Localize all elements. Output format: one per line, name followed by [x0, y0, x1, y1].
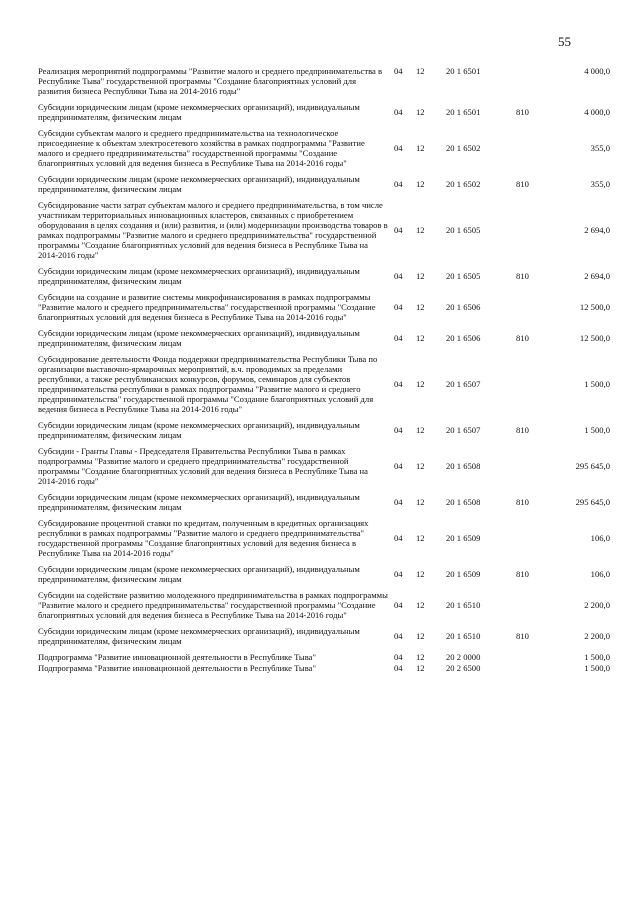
table-row: [38, 354, 610, 420]
row-vr: 810: [516, 179, 529, 189]
row-vr: 810: [516, 333, 529, 343]
table-row: [38, 626, 610, 652]
row-vr: 810: [516, 497, 529, 507]
row-vr: [516, 652, 556, 663]
table-body: [38, 66, 610, 674]
table-row: [38, 328, 610, 354]
row-csr: 20 1 6506: [446, 333, 481, 343]
table-row: [38, 292, 610, 328]
row-csr: 20 1 6505: [446, 271, 481, 281]
row-pr: 12: [416, 652, 425, 662]
table-row: [38, 420, 610, 446]
table-row: [38, 174, 610, 200]
row-sum: 12 500,0: [579, 302, 610, 312]
row-pr: 12: [416, 225, 425, 235]
row-vr: 810: [516, 107, 529, 117]
row-rz: 04: [394, 652, 403, 662]
row-pr: 12: [416, 302, 425, 312]
row-vr: [516, 446, 556, 492]
row-pr: 12: [416, 600, 425, 610]
table-row: [38, 590, 610, 626]
row-name: Субсидии юридическим лицам (кроме некоммерческих организаций), индивидуальным предпринимателям, физическим лицам: [38, 626, 360, 646]
row-sum: 2 694,0: [584, 225, 610, 235]
row-csr: 20 1 6502: [446, 143, 481, 153]
row-rz: 04: [394, 107, 403, 117]
row-sum: 106,0: [590, 569, 610, 579]
table-row: [38, 492, 610, 518]
row-csr: 20 1 6501: [446, 107, 481, 117]
row-vr: [516, 354, 556, 420]
row-sum: 2 200,0: [584, 600, 610, 610]
row-name: Субсидии юридическим лицам (кроме некоммерческих организаций), индивидуальным предпринимателям, физическим лицам: [38, 266, 360, 286]
row-name: Субсидии - Гранты Главы - Председателя Правительства Республики Тыва в рамках подпрограммы "Развитие малого и среднего предпринимательства" государственной программы "Создание благоприятных условий для ведения бизнеса в Республике Тыва на 2014-2016 годы": [38, 446, 368, 486]
row-name: Субсидирование деятельности Фонда поддержки предпринимательства Республики Тыва по организации выставочно-ярмарочных мероприятий, в.ч. проводимых за пределами республики, а также республиканских конкурсов, форумов, семинаров для субъектов предпринимательства республики в рамках подпрограммы "Развитие малого и среднего предпринимательства" государственной программы "Создание благоприятных условий для ведения бизнеса в Республике Тыва на 2014-2016 годы": [38, 354, 378, 414]
row-rz: 04: [394, 461, 403, 471]
row-sum: 1 500,0: [584, 379, 610, 389]
row-csr: 20 1 6505: [446, 225, 481, 235]
row-name: Субсидирование процентной ставки по кредитам, полученным в кредитных организациях республики в рамках подпрограммы "Развитие малого и среднего предпринимательства" государственной программы "Создание благоприятных условий для ведения бизнеса в Республике Тыва на 2014-2016 годы": [38, 518, 369, 558]
row-csr: 20 2 0000: [446, 652, 481, 662]
row-csr: 20 1 6507: [446, 379, 481, 389]
row-name: Субсидии юридическим лицам (кроме некоммерческих организаций), индивидуальным предпринимателям, физическим лицам: [38, 328, 360, 348]
row-sum: 106,0: [590, 533, 610, 543]
row-name: Субсидии юридическим лицам (кроме некоммерческих организаций), индивидуальным предпринимателям, физическим лицам: [38, 174, 360, 194]
row-sum: 12 500,0: [579, 333, 610, 343]
row-pr: 12: [416, 66, 425, 76]
row-pr: 12: [416, 497, 425, 507]
table-row: [38, 266, 610, 292]
row-csr: 20 1 6510: [446, 631, 481, 641]
row-pr: 12: [416, 271, 425, 281]
row-csr: 20 1 6509: [446, 569, 481, 579]
row-csr: 20 2 6500: [446, 663, 481, 673]
row-rz: 04: [394, 533, 403, 543]
row-sum: 295 645,0: [575, 461, 610, 471]
row-rz: 04: [394, 143, 403, 153]
row-rz: 04: [394, 302, 403, 312]
row-pr: 12: [416, 533, 425, 543]
row-rz: 04: [394, 631, 403, 641]
table-row: [38, 652, 610, 663]
row-csr: 20 1 6510: [446, 600, 481, 610]
row-pr: 12: [416, 107, 425, 117]
row-rz: 04: [394, 425, 403, 435]
row-rz: 04: [394, 663, 403, 673]
row-name: Субсидии субъектам малого и среднего предпринимательства на технологическое присоединение к объектам электросетевого хозяйства в рамках подпрограммы "Развитие малого и среднего предпринимательства" государственной программы "Создание благоприятных условий для ведения бизнеса в Республике Тыва на 2014-2016 годы": [38, 128, 365, 168]
row-vr: [516, 518, 556, 564]
row-rz: 04: [394, 497, 403, 507]
table-row: [38, 518, 610, 564]
row-sum: 355,0: [590, 143, 610, 153]
row-vr: 810: [516, 631, 529, 641]
row-vr: 810: [516, 271, 529, 281]
row-pr: 12: [416, 663, 425, 673]
row-pr: 12: [416, 379, 425, 389]
row-vr: [516, 292, 556, 328]
row-name: Субсидии юридическим лицам (кроме некоммерческих организаций), индивидуальным предпринимателям, физическим лицам: [38, 102, 360, 122]
row-rz: 04: [394, 66, 403, 76]
row-vr: [516, 66, 556, 102]
row-pr: 12: [416, 425, 425, 435]
row-pr: 12: [416, 333, 425, 343]
row-vr: [516, 663, 556, 674]
table-row: [38, 564, 610, 590]
row-vr: 810: [516, 569, 529, 579]
table-row: [38, 66, 610, 102]
table-row: [38, 102, 610, 128]
row-sum: 2 200,0: [584, 631, 610, 641]
row-name: Субсидии на содействие развитию молодежного предпринимательства в рамках подпрограммы "Развитие малого и среднего предпринимательства" государственной программы "Создание благоприятных условий для ведения бизнеса в Республике Тыва на 2014-2016 годы": [38, 590, 388, 620]
row-pr: 12: [416, 179, 425, 189]
row-sum: 1 500,0: [584, 425, 610, 435]
row-name: Субсидии юридическим лицам (кроме некоммерческих организаций), индивидуальным предпринимателям, физическим лицам: [38, 564, 360, 584]
row-rz: 04: [394, 600, 403, 610]
row-vr: [516, 590, 556, 626]
row-sum: 4 000,0: [584, 66, 610, 76]
row-sum: 1 500,0: [584, 663, 610, 673]
table-row: [38, 128, 610, 174]
row-rz: 04: [394, 569, 403, 579]
row-csr: 20 1 6506: [446, 302, 481, 312]
row-rz: 04: [394, 179, 403, 189]
table-row: [38, 200, 610, 266]
row-name: Субсидии на создание и развитие системы микрофинансирования в рамках подпрограммы "Развитие малого и среднего предпринимательства" государственной программы "Создание благоприятных условий для ведения бизнеса в Республике Тыва на 2014-2016 годы": [38, 292, 376, 322]
row-csr: 20 1 6508: [446, 461, 481, 471]
row-sum: 295 645,0: [575, 497, 610, 507]
row-csr: 20 1 6508: [446, 497, 481, 507]
row-name: Субсидии юридическим лицам (кроме некоммерческих организаций), индивидуальным предпринимателям, физическим лицам: [38, 420, 360, 440]
row-csr: 20 1 6502: [446, 179, 481, 189]
row-vr: [516, 128, 556, 174]
row-pr: 12: [416, 461, 425, 471]
row-sum: 4 000,0: [584, 107, 610, 117]
row-name: Подпрограмма "Развитие инновационной деятельности в Республике Тыва": [38, 652, 316, 662]
row-rz: 04: [394, 379, 403, 389]
row-name: Субсидирование части затрат субъектам малого и среднего предпринимательства, в том числе участникам территориальных инновационных кластеров, связанных с приобретением оборудования в целях создания и (или) развития, и (или) модернизации производства товаров в рамках подпрограммы "Развитие малого и среднего предпринимательства" государственной программы "Создание благоприятных условий для ведения бизнеса в Республике Тыва на 2014-2016 годы": [38, 200, 388, 260]
row-pr: 12: [416, 569, 425, 579]
table-row: [38, 663, 610, 674]
budget-table: [38, 66, 610, 674]
row-sum: 355,0: [590, 179, 610, 189]
table-row: [38, 446, 610, 492]
row-name: Подпрограмма "Развитие инновационной деятельности в Республике Тыва": [38, 663, 316, 673]
row-rz: 04: [394, 271, 403, 281]
row-csr: 20 1 6509: [446, 533, 481, 543]
row-csr: 20 1 6501: [446, 66, 481, 76]
row-sum: 1 500,0: [584, 652, 610, 662]
row-name: Субсидии юридическим лицам (кроме некоммерческих организаций), индивидуальным предпринимателям, физическим лицам: [38, 492, 360, 512]
row-pr: 12: [416, 631, 425, 641]
row-sum: 2 694,0: [584, 271, 610, 281]
row-rz: 04: [394, 333, 403, 343]
page-number: 55: [558, 34, 571, 49]
row-csr: 20 1 6507: [446, 425, 481, 435]
row-vr: [516, 200, 556, 266]
row-pr: 12: [416, 143, 425, 153]
row-name: Реализация мероприятий подпрограммы "Развитие малого и среднего предпринимательства в Республике Тыва" государственной программы "Создание благоприятных условий для развития бизнеса Республики Тыва на 2014-2016 годы": [38, 66, 383, 96]
row-vr: 810: [516, 425, 529, 435]
row-rz: 04: [394, 225, 403, 235]
